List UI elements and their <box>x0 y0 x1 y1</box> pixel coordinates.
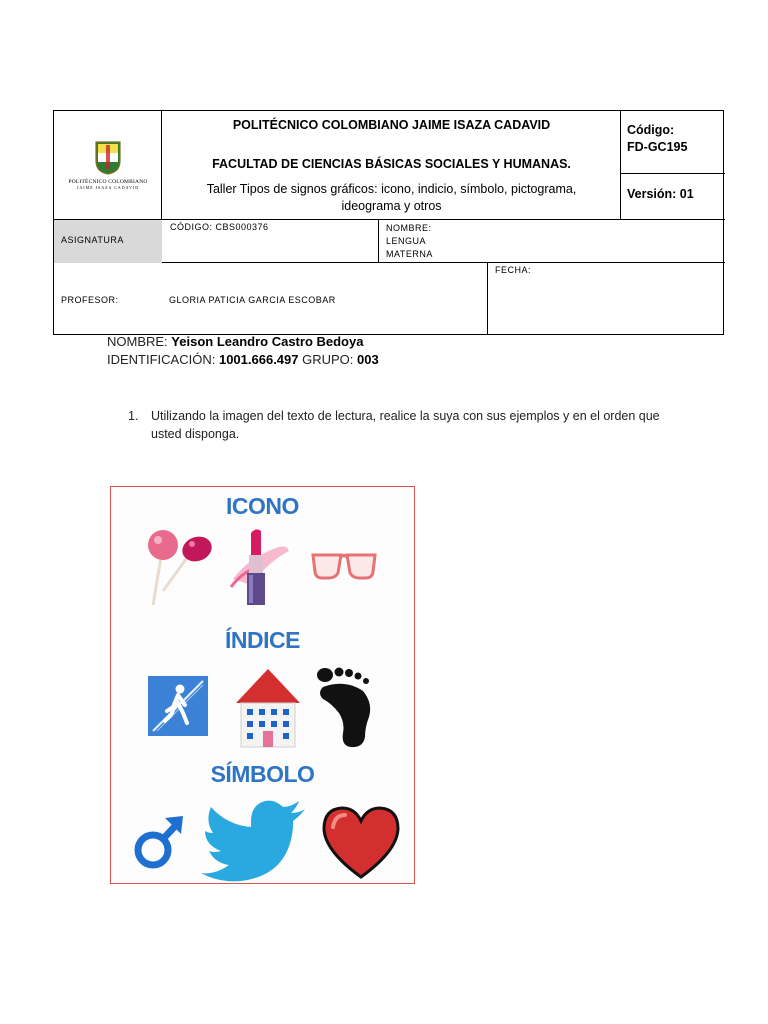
logo-name: POLITÉCNICO COLOMBIANO <box>68 179 148 185</box>
group-label: GRUPO: <box>302 352 354 367</box>
professor-label: PROFESOR: <box>61 295 119 305</box>
code-cell <box>621 111 725 173</box>
version-cell <box>621 173 725 220</box>
footprint-icon <box>315 667 379 749</box>
section-icono-title: ICONO <box>226 493 299 519</box>
question-text: Utilizando la imagen del texto de lectura, realice la suya con sus ejemplos y en el orden que usted disponga. <box>151 409 660 441</box>
heart-icon <box>321 805 401 879</box>
crosswalk-sign-icon <box>147 675 209 737</box>
house-icon <box>235 667 301 749</box>
student-name-line <box>107 334 363 349</box>
title-cell <box>162 111 621 220</box>
institution-title: POLITÉCNICO COLOMBIANO JAIME ISAZA CADAVID <box>232 118 551 132</box>
male-symbol-icon <box>131 812 187 874</box>
group-value: 003 <box>357 352 379 367</box>
student-id-line <box>107 352 379 367</box>
section-indice-title: ÍNDICE <box>225 627 300 653</box>
course-name-label: NOMBRE: <box>386 223 432 233</box>
course-code: CÓDIGO: CBS000376 <box>170 222 269 232</box>
student-id-value: 1001.666.497 <box>218 352 299 367</box>
student-name-label: NOMBRE: <box>107 334 168 349</box>
logo-sub: JAIME ISAZA CADAVID <box>76 185 140 190</box>
header-table <box>53 110 724 335</box>
professor-name: GLORIA PATICIA GARCIA ESCOBAR <box>169 295 336 305</box>
course-name-line1: LENGUA <box>386 236 427 246</box>
code-value: FD-GC195 <box>627 140 688 154</box>
professor-cell <box>54 263 488 335</box>
question-item <box>128 407 668 443</box>
taller-title: Taller Tipos de signos gráficos: icono, indicio, símbolo, pictograma, ideograma y otros <box>206 182 577 213</box>
logo <box>54 111 162 220</box>
section-simbolo-title: SÍMBOLO <box>210 761 315 787</box>
code-label: Código: <box>627 123 675 137</box>
question-number: 1. <box>128 409 139 423</box>
twitter-bird-icon <box>199 799 311 883</box>
faculty-title: FACULTAD DE CIENCIAS BÁSICAS SOCIALES Y HUMANAS. <box>212 157 571 171</box>
student-id-label: IDENTIFICACIÓN: <box>107 352 216 367</box>
lollipop-icon <box>145 527 217 607</box>
asignatura-label: ASIGNATURA <box>54 220 162 263</box>
shield-icon <box>95 141 121 175</box>
course-name-cell <box>379 220 725 263</box>
course-name-line2: MATERNA <box>386 249 433 259</box>
date-label: FECHA: <box>495 265 532 275</box>
signs-image-panel <box>110 486 415 884</box>
lipstick-icon <box>229 527 291 609</box>
student-name-value: Yeison Leandro Castro Bedoya <box>171 334 364 349</box>
version-text: Versión: 01 <box>627 187 694 201</box>
glasses-icon <box>311 551 377 581</box>
